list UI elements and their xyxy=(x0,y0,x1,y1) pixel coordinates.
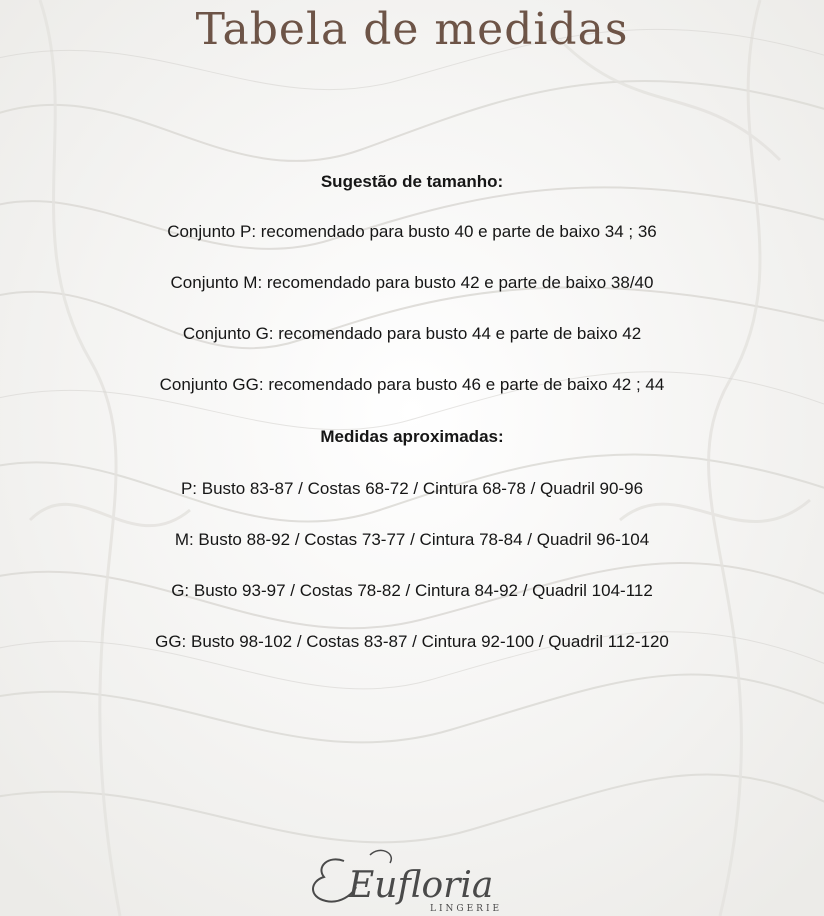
suggestion-item-p: Conjunto P: recomendado para busto 40 e parte de baixo 34 ; 36 xyxy=(167,222,657,241)
suggestion-item-m: Conjunto M: recomendado para busto 42 e parte de baixo 38/40 xyxy=(170,273,654,292)
suggestion-item-gg: Conjunto GG: recomendado para busto 46 e parte de baixo 42 ; 44 xyxy=(159,375,665,394)
measures-heading: Medidas aproximadas: xyxy=(320,427,504,446)
measures-item-p: P: Busto 83-87 / Costas 68-72 / Cintura 68-78 / Quadril 90-96 xyxy=(180,479,644,498)
suggestion-item-g: Conjunto G: recomendado para busto 44 e parte de baixo 42 xyxy=(182,324,642,343)
measures-item-g: G: Busto 93-97 / Costas 78-82 / Cintura 84-92 / Quadril 104-112 xyxy=(171,581,653,600)
page-title: Tabela de medidas xyxy=(195,4,629,55)
measures-item-m: M: Busto 88-92 / Costas 73-77 / Cintura 78-84 / Quadril 96-104 xyxy=(174,530,650,549)
brand-name: Eufloria xyxy=(348,865,494,906)
brand-logo-mark xyxy=(300,835,520,916)
suggestion-heading: Sugestão de tamanho: xyxy=(320,172,504,191)
brand-logo xyxy=(300,835,520,916)
brand-subtitle: LINGERIE xyxy=(430,904,503,914)
measures-item-gg: GG: Busto 98-102 / Costas 83-87 / Cintura 92-100 / Quadril 112-120 xyxy=(155,632,669,651)
